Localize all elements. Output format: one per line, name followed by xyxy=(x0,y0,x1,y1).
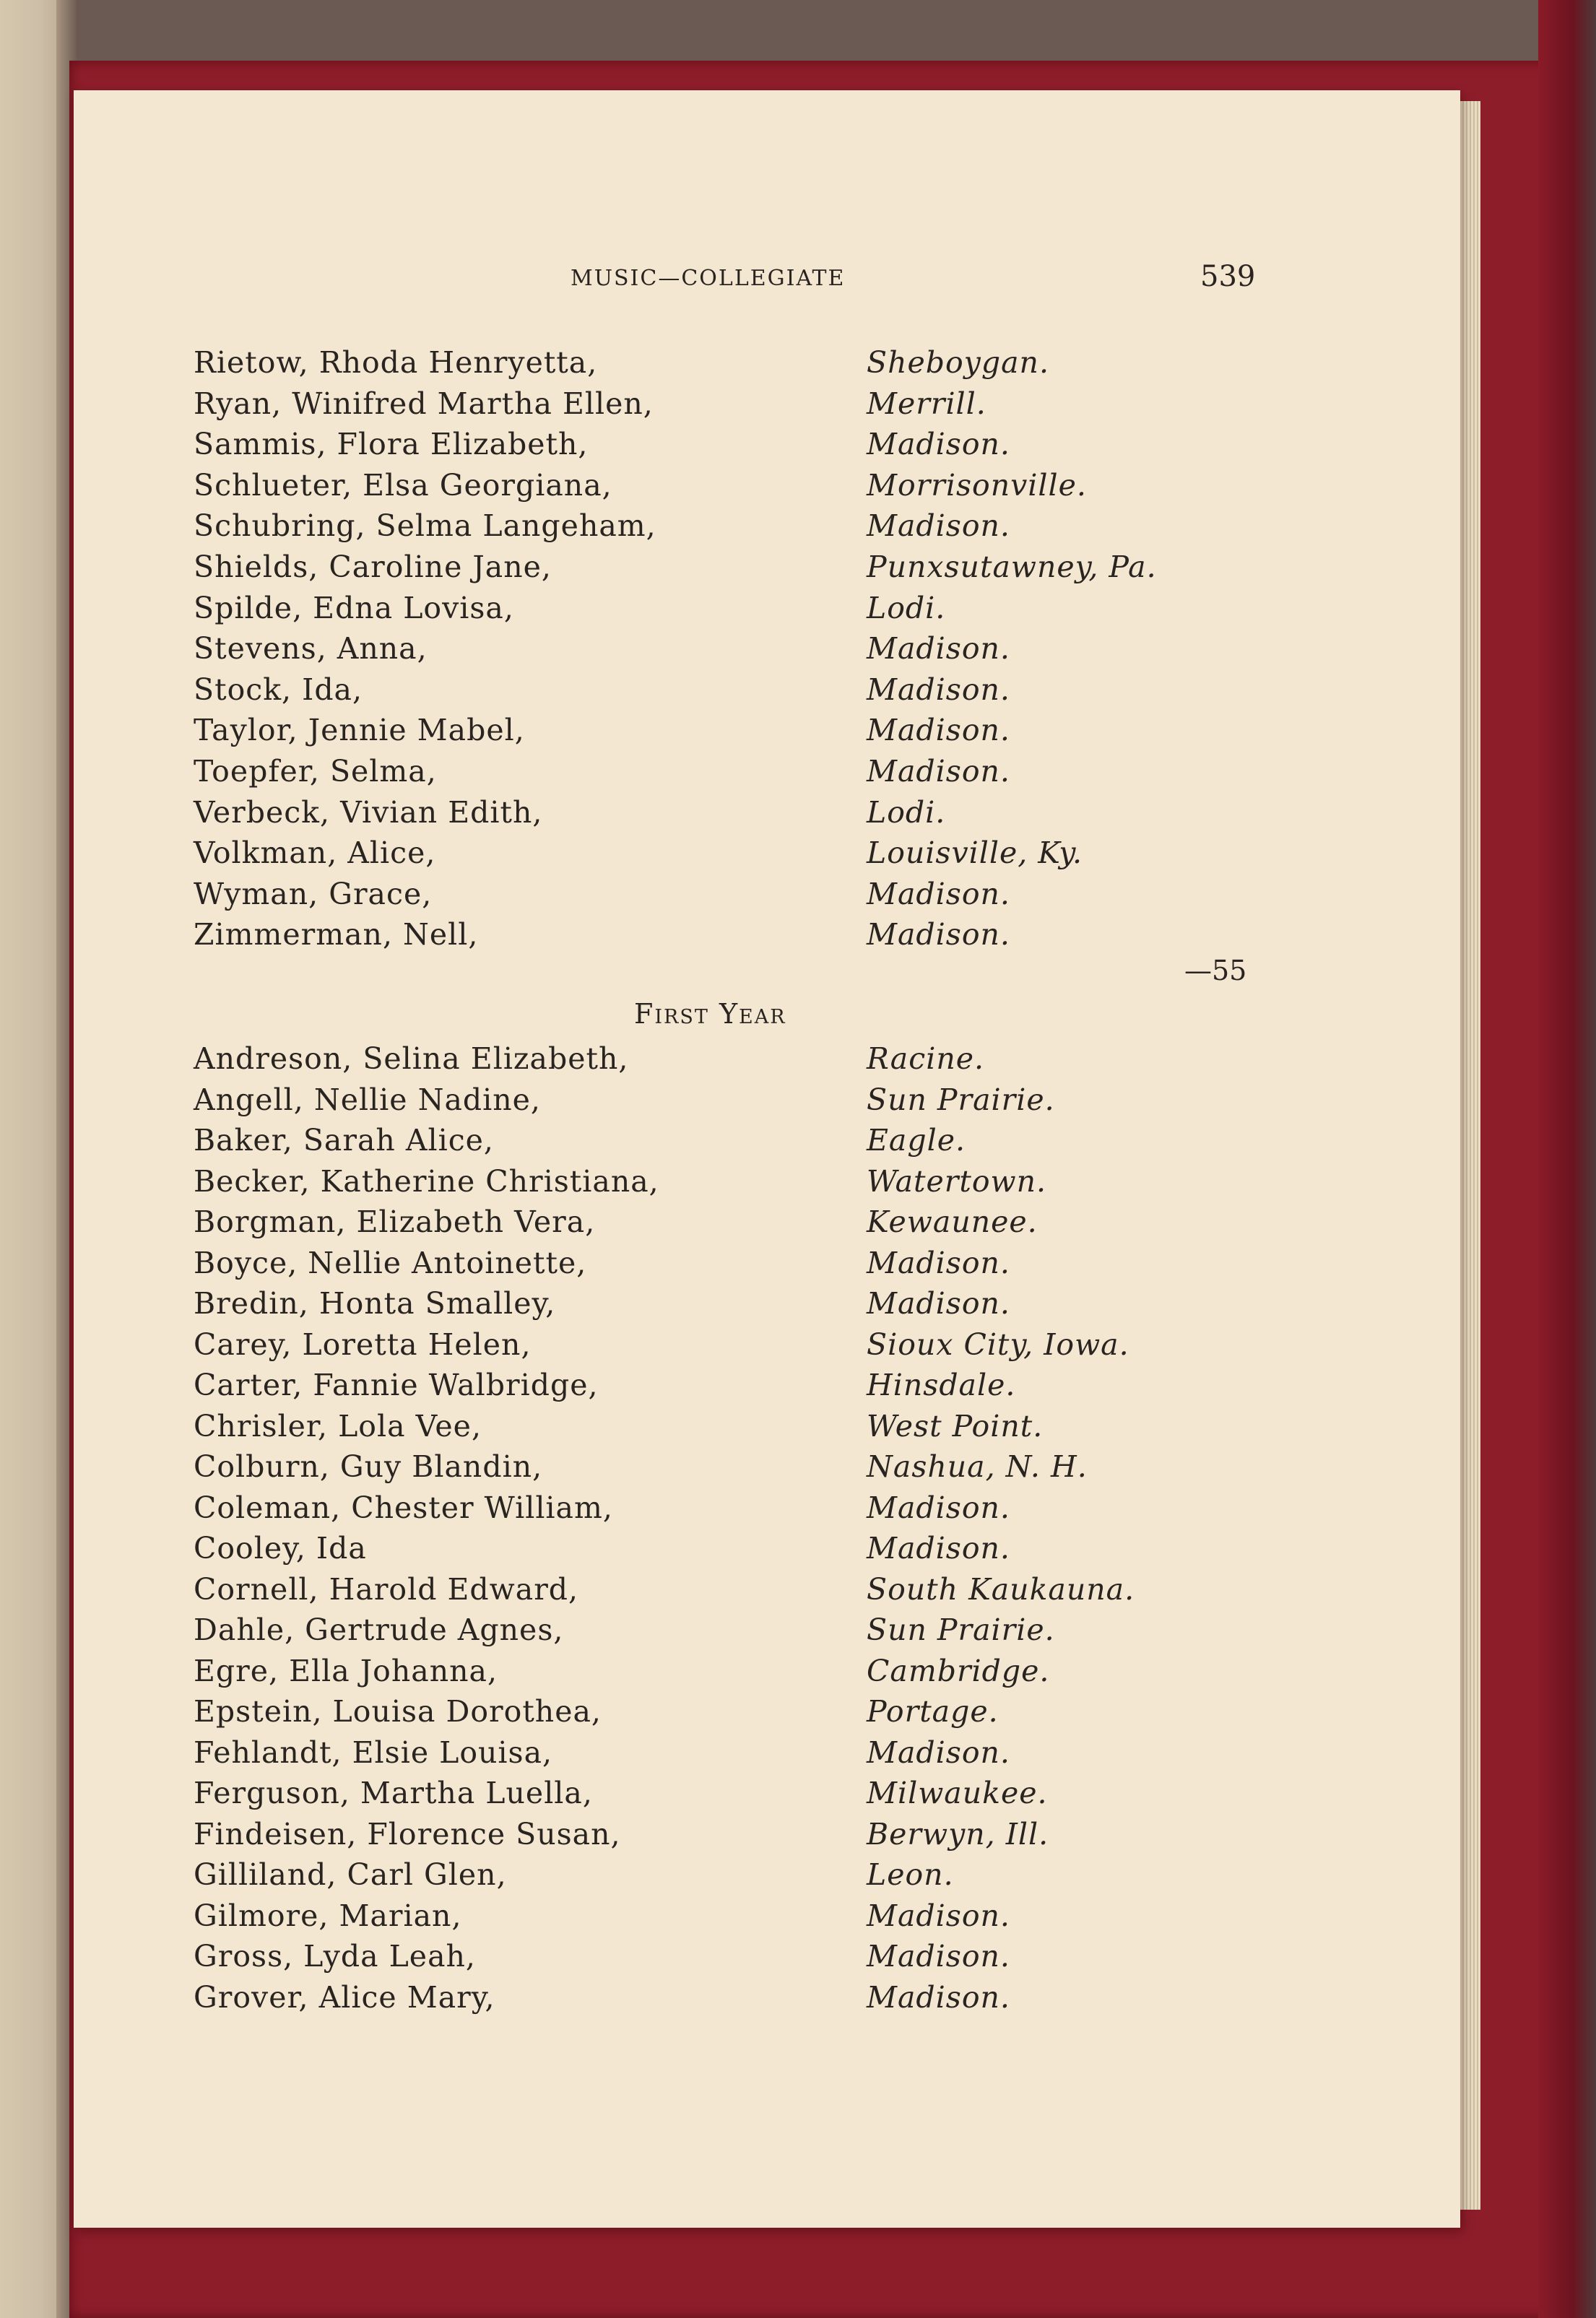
entry-name: Fehlandt, Elsie Louisa, xyxy=(194,1735,553,1770)
list-entry xyxy=(194,1817,1320,1857)
list-entry xyxy=(194,468,1320,508)
entry-name: Epstein, Louisa Dorothea, xyxy=(194,1694,602,1729)
list-entry xyxy=(194,1449,1320,1490)
entry-place: West Point. xyxy=(867,1408,1044,1444)
entry-name: Baker, Sarah Alice, xyxy=(194,1123,494,1158)
list-entry xyxy=(194,1694,1320,1735)
entry-place: Milwaukee. xyxy=(867,1776,1048,1810)
entry-name: Wyman, Grace, xyxy=(194,876,433,911)
entry-name: Gilliland, Carl Glen, xyxy=(194,1857,507,1892)
entry-place: South Kaukauna. xyxy=(867,1571,1135,1607)
entry-place: Madison. xyxy=(867,1490,1010,1525)
entry-name: Andreson, Selina Elizabeth, xyxy=(194,1041,629,1076)
entry-name: Taylor, Jennie Mabel, xyxy=(194,713,525,748)
list-entry xyxy=(194,1735,1320,1776)
list-entry xyxy=(194,1980,1320,2020)
entry-place: Lodi. xyxy=(867,794,946,830)
entry-name: Ferguson, Martha Luella, xyxy=(194,1776,593,1810)
entry-name: Schubring, Selma Langeham, xyxy=(194,508,656,544)
list-entry xyxy=(194,672,1320,713)
entry-place: Morrisonville. xyxy=(867,467,1087,503)
entry-place: Madison. xyxy=(867,631,1010,667)
list-entry xyxy=(194,508,1320,549)
entry-name: Findeisen, Florence Susan, xyxy=(194,1816,621,1852)
entry-name: Carter, Fannie Walbridge, xyxy=(194,1368,599,1402)
entry-name: Cornell, Harold Edward, xyxy=(194,1571,579,1607)
entry-place: Madison. xyxy=(867,1735,1010,1770)
list-entry xyxy=(194,877,1320,917)
list-entry xyxy=(194,1612,1320,1653)
list-entry xyxy=(194,795,1320,835)
list-entry xyxy=(194,591,1320,631)
list-entry xyxy=(194,1123,1320,1163)
list-entry xyxy=(194,1204,1320,1245)
entry-name: Grover, Alice Mary, xyxy=(194,1979,495,2015)
entry-name: Egre, Ella Johanna, xyxy=(194,1653,498,1688)
entry-name: Colburn, Guy Blandin, xyxy=(194,1449,543,1484)
entry-place: Madison. xyxy=(867,1531,1010,1566)
page-edges xyxy=(1460,101,1480,2210)
list-entry xyxy=(194,386,1320,427)
entry-place: Leon. xyxy=(867,1857,954,1892)
entry-place: Punxsutawney, Pa. xyxy=(867,550,1157,584)
entry-place: Madison. xyxy=(867,1245,1010,1280)
entry-name: Stock, Ida, xyxy=(194,672,363,707)
entry-place: Nashua, N. H. xyxy=(867,1449,1088,1484)
list-entry xyxy=(194,754,1320,794)
entry-name: Volkman, Alice, xyxy=(194,835,436,871)
entry-place: Sun Prairie. xyxy=(867,1612,1055,1647)
list-entry xyxy=(194,1490,1320,1531)
entry-place: Madison. xyxy=(867,1939,1010,1974)
list-entry xyxy=(194,1286,1320,1327)
entry-place: Madison. xyxy=(867,672,1010,707)
list-entry xyxy=(194,1776,1320,1816)
entry-name: Rietow, Rhoda Henryetta, xyxy=(194,345,598,380)
entry-place: Madison. xyxy=(867,713,1010,748)
section-count: —55 xyxy=(1184,955,1247,986)
entry-place: Hinsdale. xyxy=(867,1368,1016,1402)
entry-name: Angell, Nellie Nadine, xyxy=(194,1082,541,1117)
list-entry xyxy=(194,1654,1320,1694)
entry-place: Watertown. xyxy=(867,1163,1047,1199)
entry-place: Berwyn, Ill. xyxy=(867,1816,1049,1852)
entry-name: Chrisler, Lola Vee, xyxy=(194,1408,482,1444)
book-cover-edge xyxy=(1538,0,1596,2318)
entry-name: Gross, Lyda Leah, xyxy=(194,1939,476,1974)
entry-place: Racine. xyxy=(867,1041,985,1076)
entry-name: Boyce, Nellie Antoinette, xyxy=(194,1245,587,1280)
entry-place: Madison. xyxy=(867,917,1010,952)
list-entry xyxy=(194,1531,1320,1571)
entry-name: Becker, Katherine Christiana, xyxy=(194,1163,659,1199)
entry-name: Borgman, Elizabeth Vera, xyxy=(194,1204,596,1239)
list-entry xyxy=(194,550,1320,590)
entry-name: Zimmerman, Nell, xyxy=(194,917,479,952)
entry-name: Gilmore, Marian, xyxy=(194,1898,462,1933)
entry-place: Lodi. xyxy=(867,590,946,625)
entry-place: Madison. xyxy=(867,427,1010,462)
entry-name: Toepfer, Selma, xyxy=(194,754,437,789)
entry-place: Cambridge. xyxy=(867,1653,1050,1688)
list-entry xyxy=(194,1082,1320,1123)
list-entry xyxy=(194,713,1320,753)
entry-place: Madison. xyxy=(867,508,1010,544)
entry-place: Kewaunee. xyxy=(867,1204,1038,1239)
entry-place: Louisville, Ky. xyxy=(867,835,1083,871)
entry-place: Madison. xyxy=(867,1286,1010,1321)
entry-place: Madison. xyxy=(867,1979,1010,2015)
list-entry xyxy=(194,1327,1320,1368)
list-entry xyxy=(194,1409,1320,1449)
list-entry xyxy=(194,1857,1320,1898)
entry-name: Shields, Caroline Jane, xyxy=(194,550,552,584)
list-entry xyxy=(194,345,1320,386)
section-heading-first-year: First Year xyxy=(634,998,786,1030)
running-header: MUSIC—COLLEGIATE xyxy=(571,266,846,291)
entry-name: Schlueter, Elsa Georgiana, xyxy=(194,467,612,503)
list-entry xyxy=(194,1164,1320,1204)
list-entry xyxy=(194,1246,1320,1286)
list-entry xyxy=(194,631,1320,672)
list-entry xyxy=(194,1041,1320,1082)
list-entry xyxy=(194,1572,1320,1612)
page-number: 539 xyxy=(1200,260,1256,293)
entry-place: Sioux City, Iowa. xyxy=(867,1327,1129,1362)
entry-place: Eagle. xyxy=(867,1123,966,1158)
background-top xyxy=(0,0,1596,61)
entry-name: Dahle, Gertrude Agnes, xyxy=(194,1612,564,1647)
entry-name: Sammis, Flora Elizabeth, xyxy=(194,427,589,462)
list-entry xyxy=(194,1898,1320,1939)
entry-place: Madison. xyxy=(867,1898,1010,1933)
entry-name: Ryan, Winifred Martha Ellen, xyxy=(194,386,654,421)
entry-name: Cooley, Ida xyxy=(194,1531,367,1566)
list-entry xyxy=(194,835,1320,876)
entry-name: Spilde, Edna Lovisa, xyxy=(194,590,514,625)
entry-place: Merrill. xyxy=(867,386,986,421)
entry-place: Sun Prairie. xyxy=(867,1082,1055,1117)
list-entry xyxy=(194,917,1320,958)
entry-name: Bredin, Honta Smalley, xyxy=(194,1286,556,1321)
list-entry xyxy=(194,1368,1320,1408)
list-entry xyxy=(194,1939,1320,1979)
entry-name: Stevens, Anna, xyxy=(194,631,428,667)
entry-name: Carey, Loretta Helen, xyxy=(194,1327,532,1362)
entry-place: Madison. xyxy=(867,754,1010,789)
entry-name: Coleman, Chester William, xyxy=(194,1490,613,1525)
entry-place: Madison. xyxy=(867,876,1010,911)
entry-name: Verbeck, Vivian Edith, xyxy=(194,794,543,830)
entry-place: Sheboygan. xyxy=(867,345,1049,380)
list-entry xyxy=(194,427,1320,467)
entry-place: Portage. xyxy=(867,1694,999,1729)
